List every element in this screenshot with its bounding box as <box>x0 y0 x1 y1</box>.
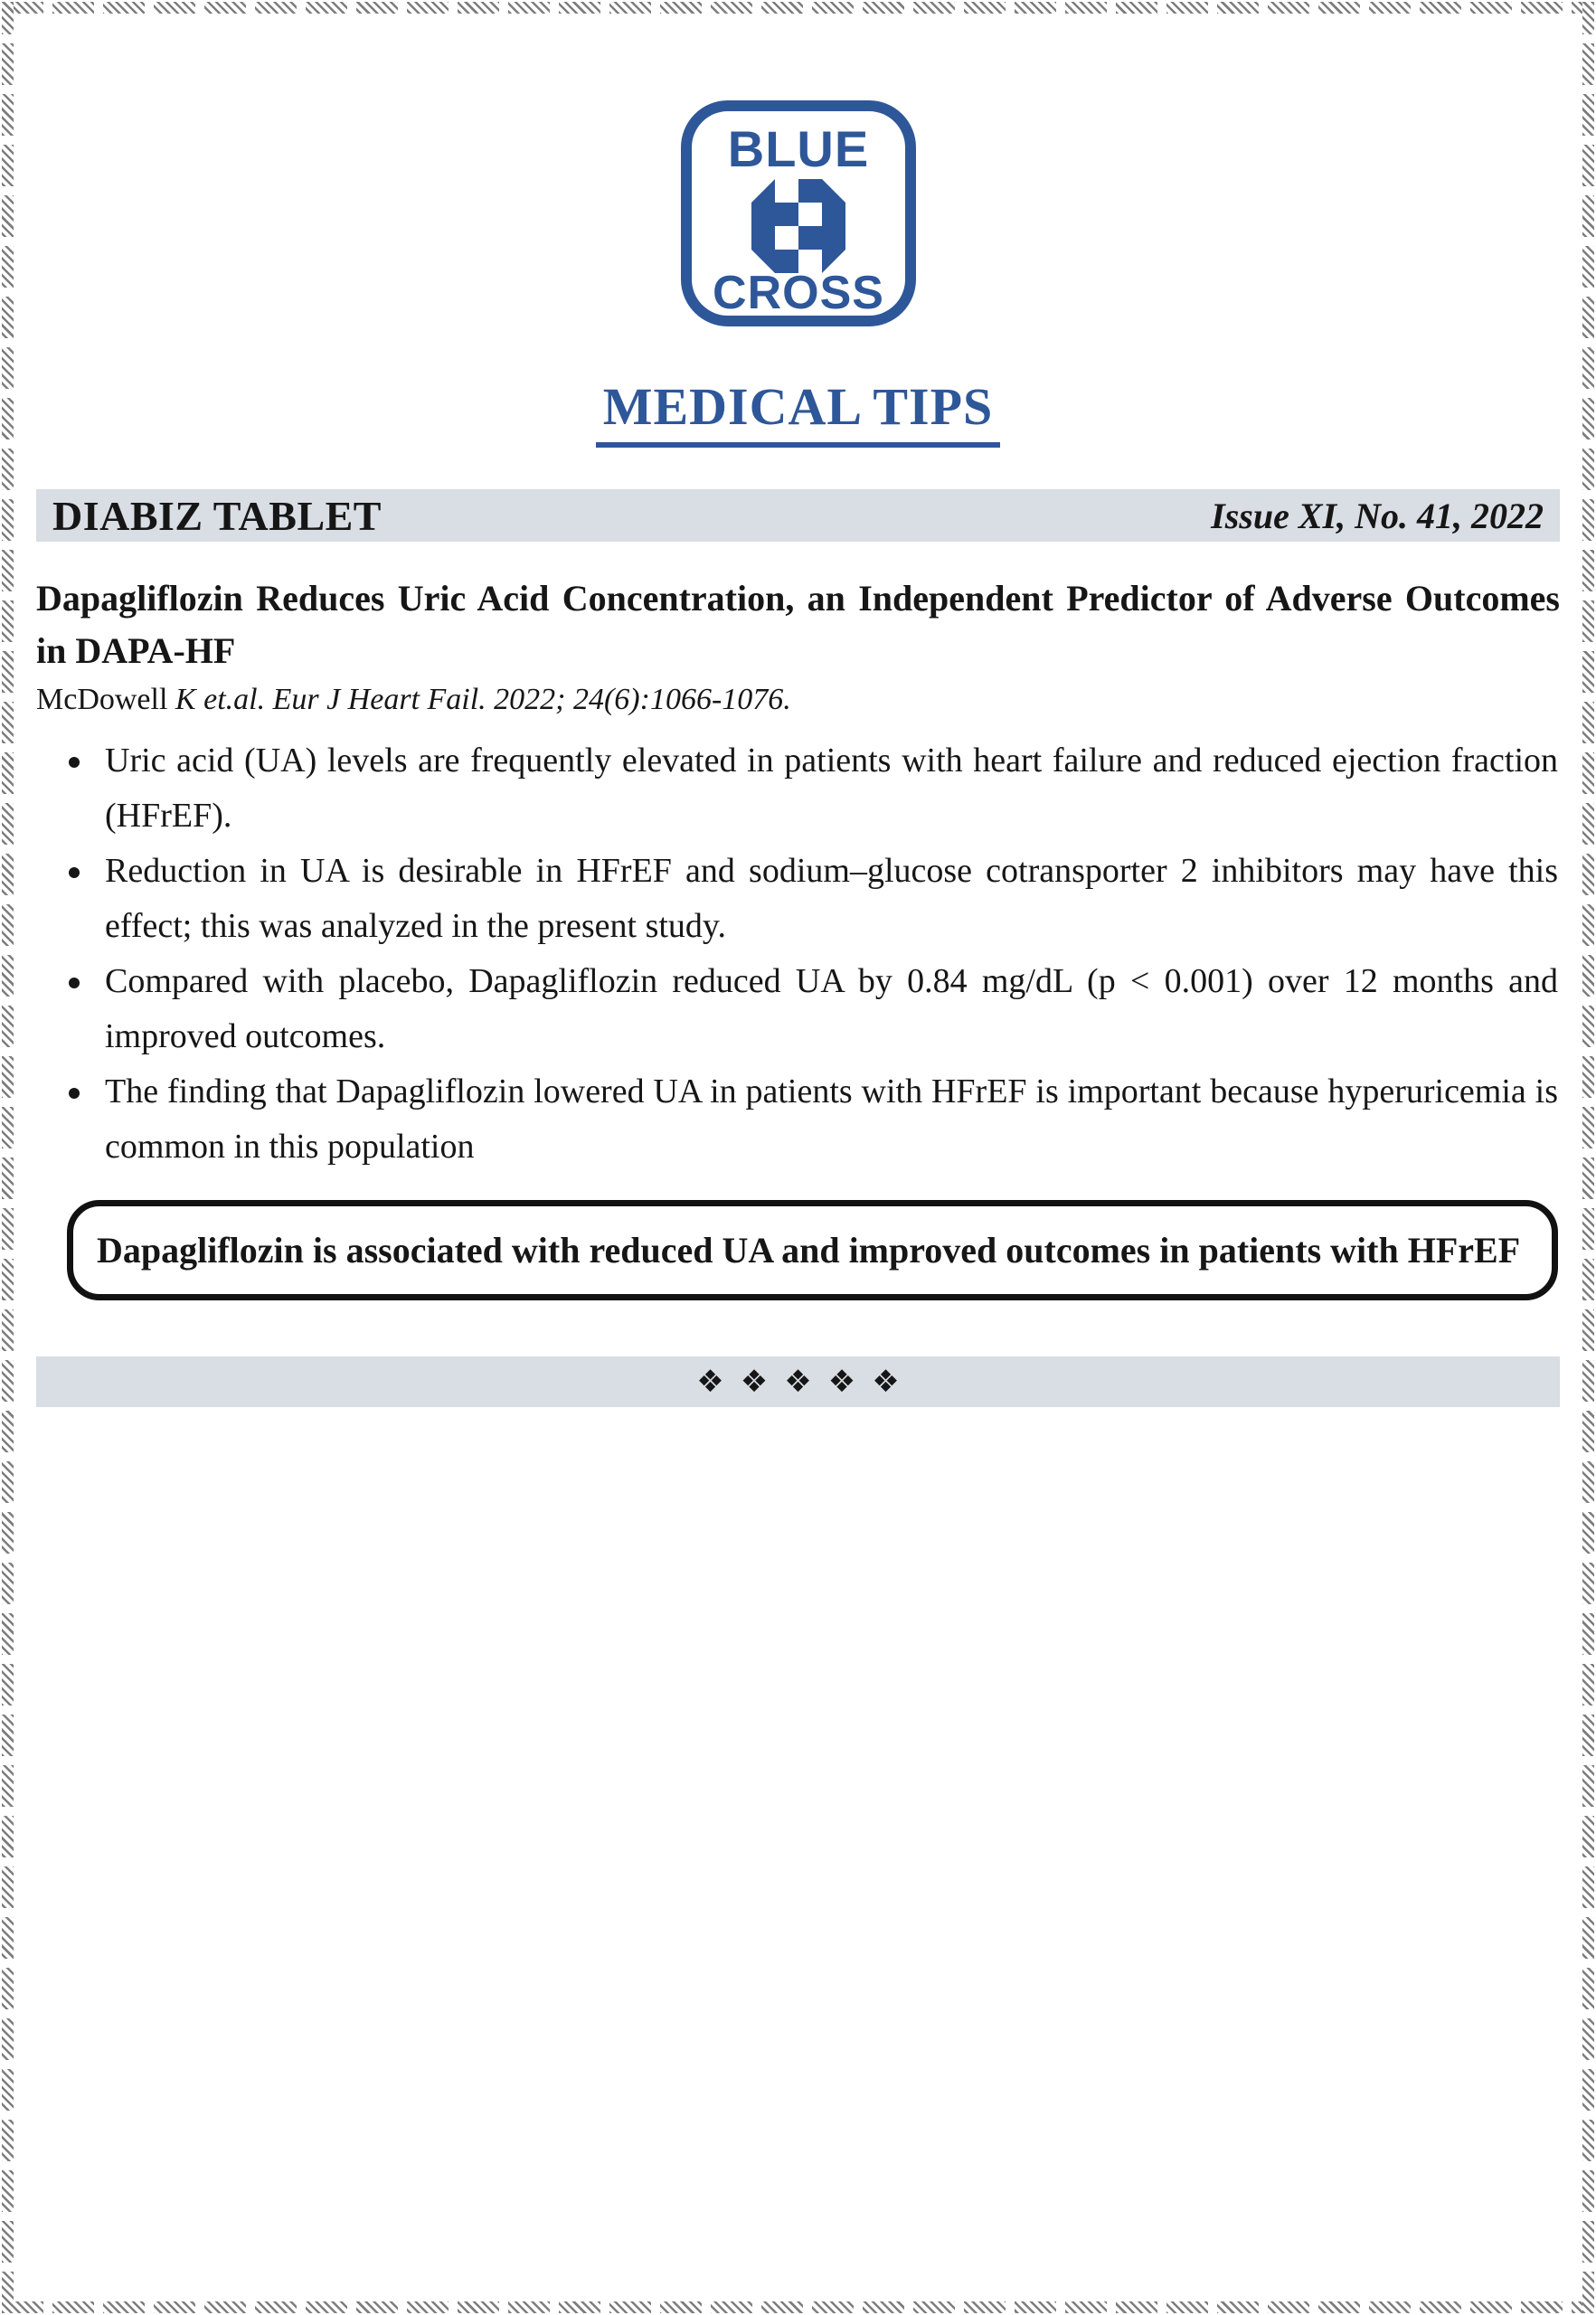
page-border-top <box>2 2 1594 14</box>
bullet-text: Uric acid (UA) levels are frequently elevated in patients with heart failure and reduced ejection fraction (HFrEF). <box>105 742 1558 835</box>
issue-number: Issue XI, No. 41, 2022 <box>1211 495 1544 536</box>
key-message-box <box>67 1200 1558 1300</box>
key-message-text: Dapagliflozin is associated with reduced UA and improved outcomes in patients with HFrEF <box>97 1230 1521 1271</box>
masthead-section <box>36 99 1560 448</box>
masthead-title: MEDICAL TIPS <box>36 376 1560 448</box>
blue-cross-logo-icon <box>680 99 917 327</box>
page-border-right <box>1582 2 1594 2313</box>
logo-word-top: BLUE <box>727 120 869 177</box>
citation-author: McDowell <box>36 683 168 716</box>
page-border-left <box>2 2 14 2313</box>
bullet-item <box>36 954 1560 1064</box>
bullet-icon <box>69 1088 80 1099</box>
bullet-list <box>36 733 1560 1175</box>
article-title: Dapagliflozin Reduces Uric Acid Concentration, an Independent Predictor of Adverse Outcomes in DAPA-HF <box>36 578 1560 671</box>
blue-cross-logo <box>36 99 1560 331</box>
bullet-item <box>36 733 1560 844</box>
checkered-octagon-icon <box>751 179 845 273</box>
bullet-item <box>36 844 1560 954</box>
logo-word-bottom: CROSS <box>712 267 884 319</box>
citation-reference: K et.al. Eur J Heart Fail. 2022; 24(6):1066-1076. <box>167 683 791 716</box>
separator-bar <box>36 1356 1560 1407</box>
bullet-icon <box>69 757 80 768</box>
bullet-text: The finding that Dapagliflozin lowered UA in patients with HFrEF is important because hyperuricemia is common in this population <box>105 1072 1558 1166</box>
bullet-text: Reduction in UA is desirable in HFrEF and sodium–glucose cotransporter 2 inhibitors may have this effect; this was analyzed in the present study. <box>105 852 1558 945</box>
page-border-bottom <box>2 2301 1594 2313</box>
bullet-item <box>36 1064 1560 1175</box>
issue-bar <box>36 489 1560 542</box>
page-content <box>36 13 1560 1407</box>
bullet-text: Compared with placebo, Dapagliflozin reduced UA by 0.84 mg/dL (p < 0.001) over 12 months and improved outcomes. <box>105 962 1558 1055</box>
product-name: DIABIZ TABLET <box>52 492 382 539</box>
citation <box>36 683 1560 717</box>
bullet-icon <box>69 867 80 878</box>
diamond-icons: ❖❖❖❖❖ <box>696 1364 916 1400</box>
article <box>36 572 1560 1300</box>
bullet-icon <box>69 978 80 988</box>
